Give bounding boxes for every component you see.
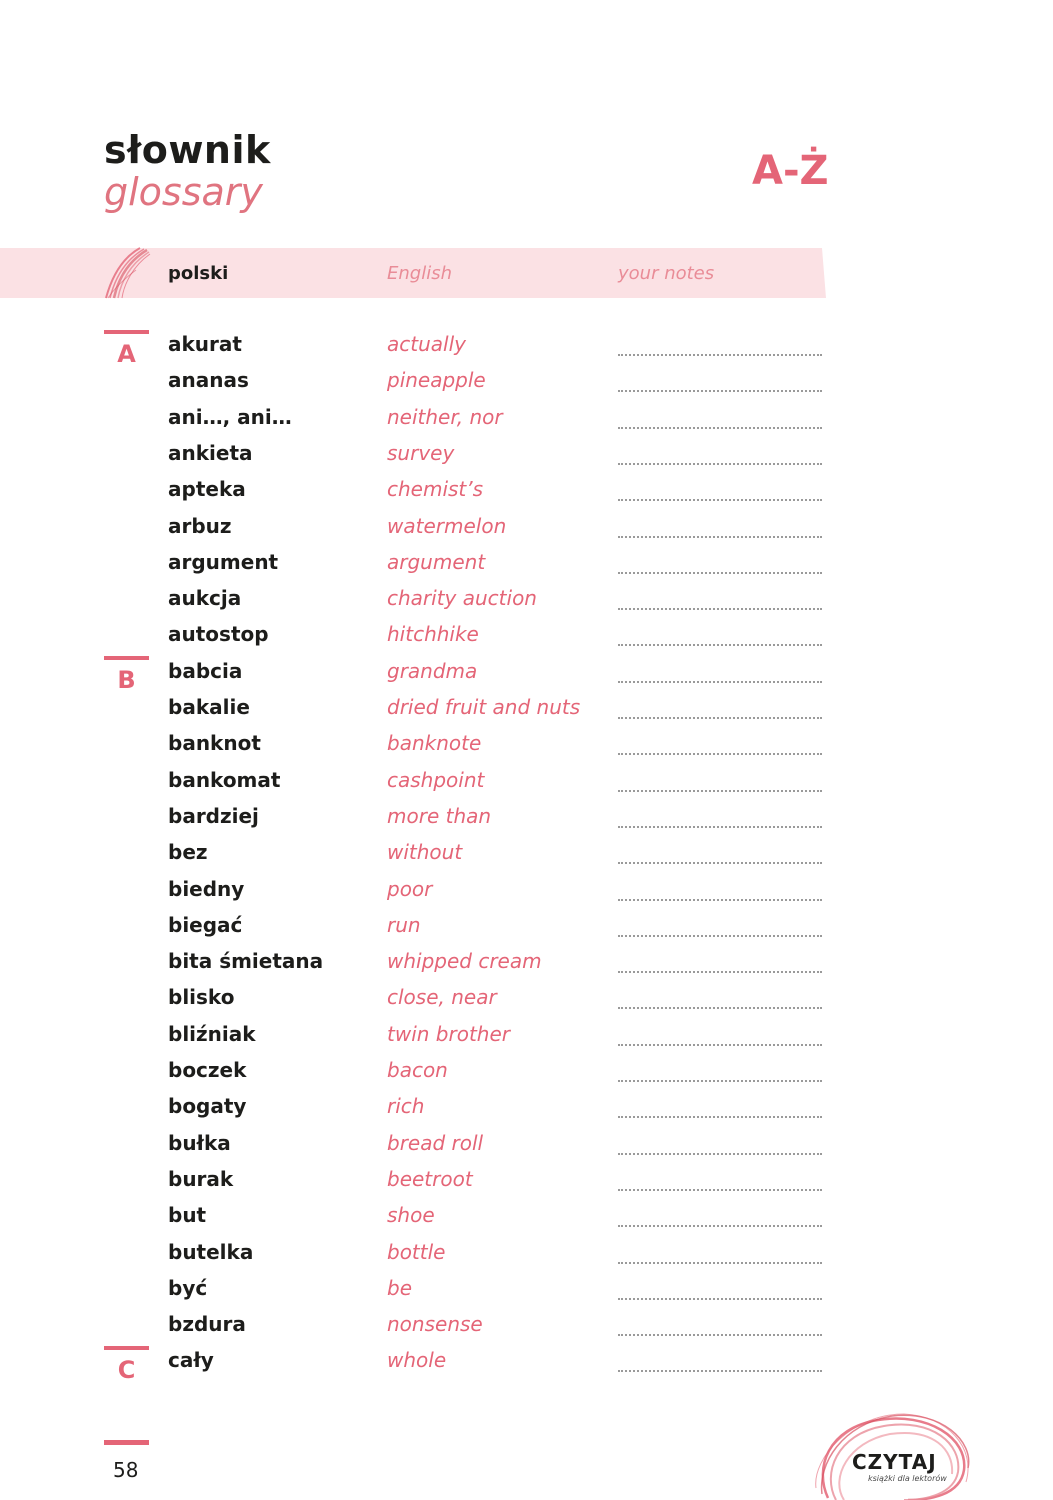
entry-english: neither, nor xyxy=(387,404,503,429)
glossary-entry xyxy=(0,804,1053,840)
entry-english: survey xyxy=(387,440,455,465)
entry-english: twin brother xyxy=(387,1021,510,1046)
notes-line[interactable] xyxy=(618,463,822,465)
entry-polish: arbuz xyxy=(168,513,232,538)
alphabet-range: A-Ż xyxy=(752,148,829,194)
glossary-entry xyxy=(0,1240,1053,1276)
entry-english: charity auction xyxy=(387,586,537,611)
entry-english: run xyxy=(387,912,421,937)
notes-line[interactable] xyxy=(618,1189,822,1191)
notes-line[interactable] xyxy=(618,935,822,937)
glossary-entry xyxy=(0,1131,1053,1167)
notes-line[interactable] xyxy=(618,390,822,392)
entry-polish: ananas xyxy=(168,368,249,393)
entry-polish: być xyxy=(168,1275,208,1300)
notes-line[interactable] xyxy=(618,1044,822,1046)
notes-line[interactable] xyxy=(618,1153,822,1155)
notes-line[interactable] xyxy=(618,681,822,683)
entry-polish: bliźniak xyxy=(168,1021,256,1046)
glossary-entry xyxy=(0,1058,1053,1094)
notes-line[interactable] xyxy=(618,1007,822,1009)
glossary-entry xyxy=(0,441,1053,477)
entry-english: watermelon xyxy=(387,513,507,538)
entry-english: beetroot xyxy=(387,1166,473,1191)
entry-polish: biedny xyxy=(168,876,245,901)
entry-english: actually xyxy=(387,332,466,356)
entry-english: be xyxy=(387,1275,412,1300)
entry-polish: burak xyxy=(168,1166,234,1191)
entry-polish: apteka xyxy=(168,477,246,502)
glossary-entry xyxy=(0,1167,1053,1203)
notes-line[interactable] xyxy=(618,499,822,501)
entry-polish: biegać xyxy=(168,912,243,937)
glossary-entry xyxy=(0,622,1053,658)
entry-polish: akurat xyxy=(168,332,242,356)
notes-line[interactable] xyxy=(618,717,822,719)
glossary-entry xyxy=(0,1094,1053,1130)
entry-polish: bzdura xyxy=(168,1312,246,1337)
entry-polish: bez xyxy=(168,840,208,865)
entry-english: nonsense xyxy=(387,1312,483,1337)
glossary-entry xyxy=(0,1203,1053,1239)
glossary-entry xyxy=(0,514,1053,550)
glossary-entry xyxy=(0,405,1053,441)
notes-line[interactable] xyxy=(618,1334,822,1336)
entry-polish: ankieta xyxy=(168,440,253,465)
entry-polish: bankomat xyxy=(168,767,281,792)
entry-english: more than xyxy=(387,803,492,828)
entry-english: poor xyxy=(387,876,433,901)
entry-english: pineapple xyxy=(387,368,486,393)
entry-polish: bakalie xyxy=(168,695,250,719)
glossary-entry xyxy=(0,877,1053,913)
notes-line[interactable] xyxy=(618,862,822,864)
entry-english: chemist’s xyxy=(387,477,484,502)
glossary-entry xyxy=(0,1312,1053,1348)
glossary-entry xyxy=(0,332,1053,368)
entry-polish: banknot xyxy=(168,731,261,756)
page-number-bar xyxy=(104,1440,149,1445)
page-number: 58 xyxy=(113,1458,139,1482)
notes-line[interactable] xyxy=(618,899,822,901)
page-title: słownik xyxy=(104,128,271,172)
entry-english: whole xyxy=(387,1348,447,1373)
notes-line[interactable] xyxy=(618,1262,822,1264)
notes-line[interactable] xyxy=(618,1225,822,1227)
entry-english: bottle xyxy=(387,1239,446,1264)
entry-polish: blisko xyxy=(168,985,235,1010)
letter-marker-label: C xyxy=(117,1356,136,1384)
page-subtitle: glossary xyxy=(104,170,263,214)
entry-polish: ani…, ani… xyxy=(168,404,292,429)
entry-polish: babcia xyxy=(168,658,243,683)
glossary-entry xyxy=(0,1348,1053,1384)
glossary-entry xyxy=(0,985,1053,1021)
brush-swash-icon xyxy=(100,246,152,300)
entry-polish: cały xyxy=(168,1348,214,1373)
column-header-english: English xyxy=(387,263,452,284)
notes-line[interactable] xyxy=(618,826,822,828)
notes-line[interactable] xyxy=(618,1298,822,1300)
entry-polish: autostop xyxy=(168,622,269,647)
glossary-entry xyxy=(0,550,1053,586)
entry-english: argument xyxy=(387,549,486,574)
notes-line[interactable] xyxy=(618,608,822,610)
notes-line[interactable] xyxy=(618,971,822,973)
entry-english: rich xyxy=(387,1094,425,1119)
entry-english: whipped cream xyxy=(387,949,542,974)
glossary-entry xyxy=(0,477,1053,513)
entry-polish: boczek xyxy=(168,1058,247,1082)
column-header-polish: polski xyxy=(168,263,229,284)
letter-marker-label: A xyxy=(117,340,136,368)
glossary-entry xyxy=(0,731,1053,767)
entry-polish: bita śmietana xyxy=(168,949,324,974)
entry-polish: bardziej xyxy=(168,803,259,828)
publisher-logo-tagline: książki dla lektorów xyxy=(868,1474,947,1483)
notes-line[interactable] xyxy=(618,1370,822,1372)
publisher-logo-text: CZYTAJ xyxy=(852,1450,937,1474)
entry-english: hitchhike xyxy=(387,622,479,647)
entry-english: banknote xyxy=(387,731,482,756)
entry-polish: but xyxy=(168,1203,207,1228)
glossary-entry xyxy=(0,695,1053,731)
entry-english: without xyxy=(387,840,463,865)
entry-polish: bułka xyxy=(168,1130,231,1155)
glossary-entry xyxy=(0,1276,1053,1312)
entry-english: shoe xyxy=(387,1203,435,1228)
entry-polish: argument xyxy=(168,549,279,574)
column-header-notes: your notes xyxy=(618,263,715,284)
glossary-entry xyxy=(0,949,1053,985)
entry-english: grandma xyxy=(387,658,478,683)
entry-polish: butelka xyxy=(168,1239,254,1264)
notes-line[interactable] xyxy=(618,644,822,646)
entry-polish: bogaty xyxy=(168,1094,247,1119)
notes-line[interactable] xyxy=(618,1080,822,1082)
entry-english: bread roll xyxy=(387,1130,484,1155)
letter-marker-label: B xyxy=(117,666,136,694)
notes-line[interactable] xyxy=(618,790,822,792)
glossary-entry xyxy=(0,840,1053,876)
entry-english: dried fruit and nuts xyxy=(387,695,581,719)
entry-english: cashpoint xyxy=(387,767,485,792)
glossary-entry xyxy=(0,768,1053,804)
notes-line[interactable] xyxy=(618,536,822,538)
notes-line[interactable] xyxy=(618,1116,822,1118)
notes-line[interactable] xyxy=(618,753,822,755)
entry-english: close, near xyxy=(387,985,497,1010)
entry-english: bacon xyxy=(387,1058,448,1082)
glossary-entry xyxy=(0,659,1053,695)
glossary-entry xyxy=(0,586,1053,622)
notes-line[interactable] xyxy=(618,354,822,356)
glossary-entry xyxy=(0,913,1053,949)
entry-polish: aukcja xyxy=(168,586,242,611)
glossary-entry xyxy=(0,368,1053,404)
notes-line[interactable] xyxy=(618,427,822,429)
notes-line[interactable] xyxy=(618,572,822,574)
glossary-entry xyxy=(0,1022,1053,1058)
